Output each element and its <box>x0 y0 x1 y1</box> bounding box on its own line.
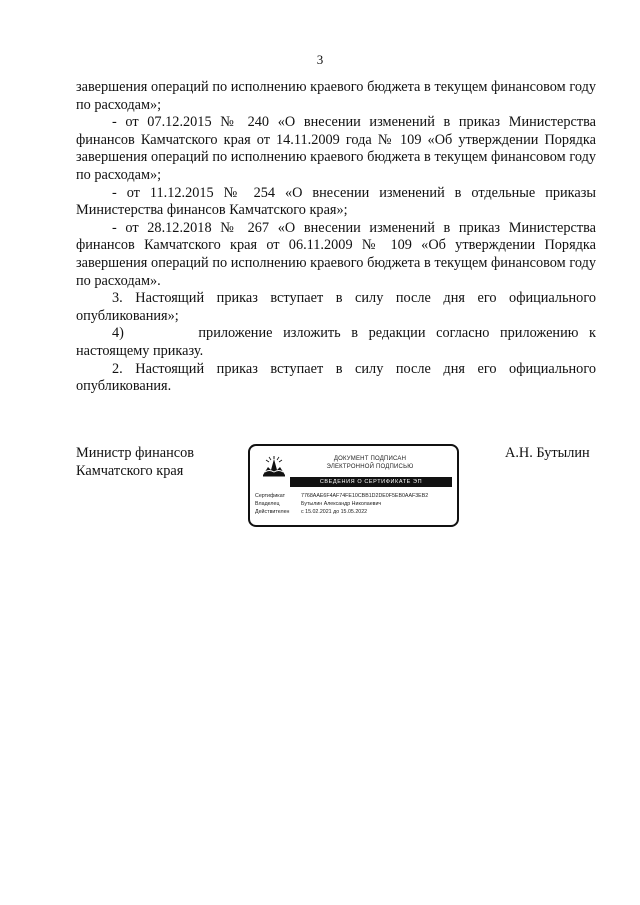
stamp-certificate-band: СВЕДЕНИЯ О СЕРТИФИКАТЕ ЭП <box>290 477 452 487</box>
document-body <box>76 79 596 396</box>
signatory-position-line2: Камчатского края <box>76 463 184 479</box>
paragraph-order-240: - от 07.12.2015 № 240 «О внесении изменений в приказ Министерства финансов Камчатского края от 14.11.2009 года № 109 «Об утверждении Порядка завершения операций по исполнению краевого бюджета в текущем финансовом году по расходам»; <box>76 114 596 183</box>
paragraph-continuation: завершения операций по исполнению краевого бюджета в текущем финансовом году по расходам»; <box>76 79 596 113</box>
stamp-value: Бутылин Александр Николаевич <box>301 501 382 507</box>
stamp-title-line1: ДОКУМЕНТ ПОДПИСАН <box>333 456 407 462</box>
paragraph-item-4: 4) приложение изложить в редакции согласно приложению к <box>112 325 596 342</box>
stamp-label: Сертификат <box>255 493 285 499</box>
page-number: 3 <box>316 52 324 67</box>
stamp-details <box>255 492 455 516</box>
stamp-row-certificate <box>255 492 455 500</box>
signatory-position-line1: Министр финансов <box>76 445 194 461</box>
paragraph-item-3: 3. Настоящий приказ вступает в силу после дня его официального опубликования»; <box>76 290 596 324</box>
paragraph-order-267: - от 28.12.2018 № 267 «О внесении изменений в приказ Министерства финансов Камчатского края от 06.11.2009 № 109 «Об утверждении Порядка завершения операций по исполнению краевого бюджета в текущем финансовом году по расходам». <box>76 219 596 289</box>
electronic-signature-stamp <box>248 444 459 527</box>
stamp-title-line2: ЭЛЕКТРОННОЙ ПОДПИСЬЮ <box>326 464 414 470</box>
kamchatka-emblem-icon <box>262 455 286 477</box>
stamp-title <box>290 455 450 471</box>
signatory-name: А.Н. Бутылин <box>505 445 590 461</box>
stamp-row-validity <box>255 508 455 516</box>
paragraph-order-254: - от 11.12.2015 № 254 «О внесении изменений в отдельные приказы Министерства финансов Камчатского края»; <box>76 184 596 219</box>
stamp-row-owner <box>255 500 455 508</box>
paragraph-clause-2: 2. Настоящий приказ вступает в силу после дня его официального опубликования. <box>76 360 596 395</box>
stamp-value: с 15.02.2021 до 15.05.2022 <box>301 509 368 515</box>
stamp-label: Действителен <box>255 509 290 515</box>
paragraph-item-4-continuation: настоящему приказу. <box>76 342 204 359</box>
stamp-label: Владелец <box>255 501 280 507</box>
stamp-value: 7768AAE6F4AF74FE10CBB1D2DE0F5EB0AAF3EB2 <box>301 493 429 499</box>
signatory-position <box>76 444 194 480</box>
